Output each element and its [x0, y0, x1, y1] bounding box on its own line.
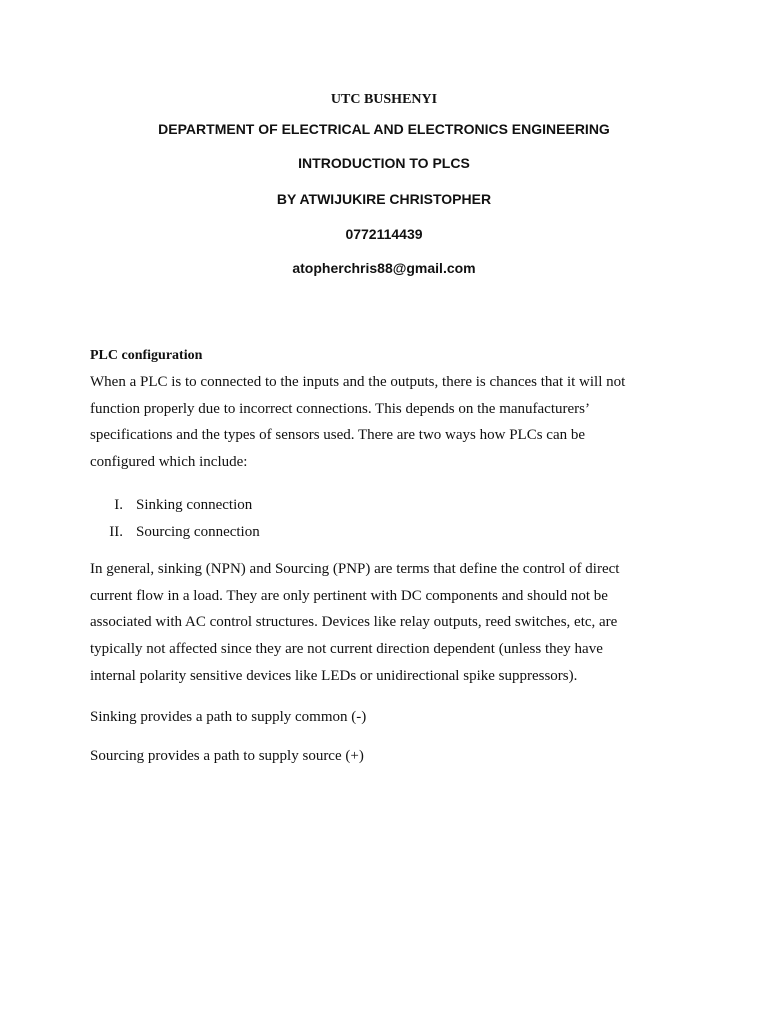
course-title: INTRODUCTION TO PLCS	[298, 155, 470, 171]
intro-line: specifications and the types of sensors used. There are two ways how PLCs can be	[90, 427, 586, 444]
school-name: UTC BUSHENYI	[330, 92, 438, 107]
list-item	[90, 492, 680, 519]
sinking-definition: Sinking provides a path to supply common (-)	[90, 709, 367, 725]
intro-paragraph	[90, 369, 680, 476]
general-line: typically not affected since they are not current direction dependent (unless they have	[90, 641, 603, 658]
email-address: atopherchris88@gmail.com	[292, 260, 476, 276]
phone-number: 0772114439	[345, 226, 423, 242]
list-item	[90, 519, 680, 546]
intro-line: function properly due to incorrect connections. This depends on the manufacturers’	[90, 400, 590, 417]
department-title: DEPARTMENT OF ELECTRICAL AND ELECTRONICS ENGINEERING	[158, 121, 610, 137]
section-title: PLC configuration	[90, 348, 203, 363]
general-line: associated with AC control structures. Devices like relay outputs, reed switches, etc, are	[90, 614, 618, 631]
intro-line: When a PLC is to connected to the inputs and the outputs, there is chances that it will not	[90, 374, 626, 390]
general-paragraph	[90, 556, 680, 690]
general-line: current flow in a load. They are only pertinent with DC components and should not be	[90, 587, 608, 604]
list-number: II.	[109, 524, 123, 540]
list-number: I.	[114, 497, 123, 513]
list-text: Sinking connection	[136, 497, 253, 513]
sourcing-definition: Sourcing provides a path to supply source (+)	[90, 748, 364, 764]
author-line: BY ATWIJUKIRE CHRISTOPHER	[276, 191, 492, 207]
general-line: In general, sinking (NPN) and Sourcing (PNP) are terms that define the control of direct	[90, 561, 620, 577]
list-text: Sourcing connection	[136, 524, 260, 540]
general-line: internal polarity sensitive devices like LEDs or unidirectional spike suppressors).	[90, 667, 578, 684]
configuration-list	[90, 492, 680, 546]
intro-line: configured which include:	[90, 454, 248, 471]
